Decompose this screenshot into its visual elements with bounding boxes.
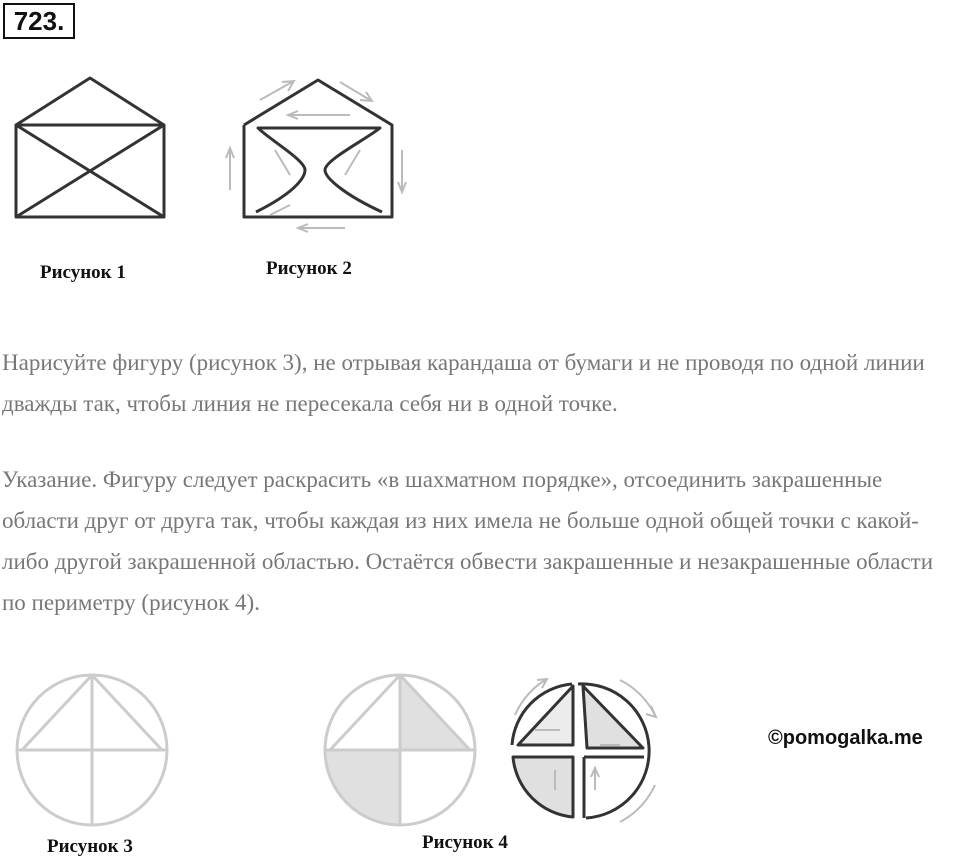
hint-text: Указание. Фигуру следует раскрасить «в шахматном порядке», отсоединить закрашенные области друг от друга так, чтобы каждая из них имела не больше одной общей точки с какой-либо другой закрашенной областью. Остаётся обвести закрашенные и незакрашенные области по периметру (рисунок 4). — [2, 467, 934, 615]
problem-number: 723. — [3, 3, 75, 39]
task-text: Нарисуйте фигуру (рисунок 3), не отрывая карандаша от бумаги и не проводя по одной линии дважды так, чтобы линия не пересекала себя ни в одной точке. — [2, 350, 925, 416]
figure-2-caption: Рисунок 2 — [266, 258, 352, 279]
credit-watermark: ©pomogalka.me — [768, 727, 923, 749]
figure-3-caption: Рисунок 3 — [47, 836, 133, 857]
figure-1-caption: Рисунок 1 — [40, 262, 126, 283]
figure-4-caption: Рисунок 4 — [422, 832, 508, 853]
